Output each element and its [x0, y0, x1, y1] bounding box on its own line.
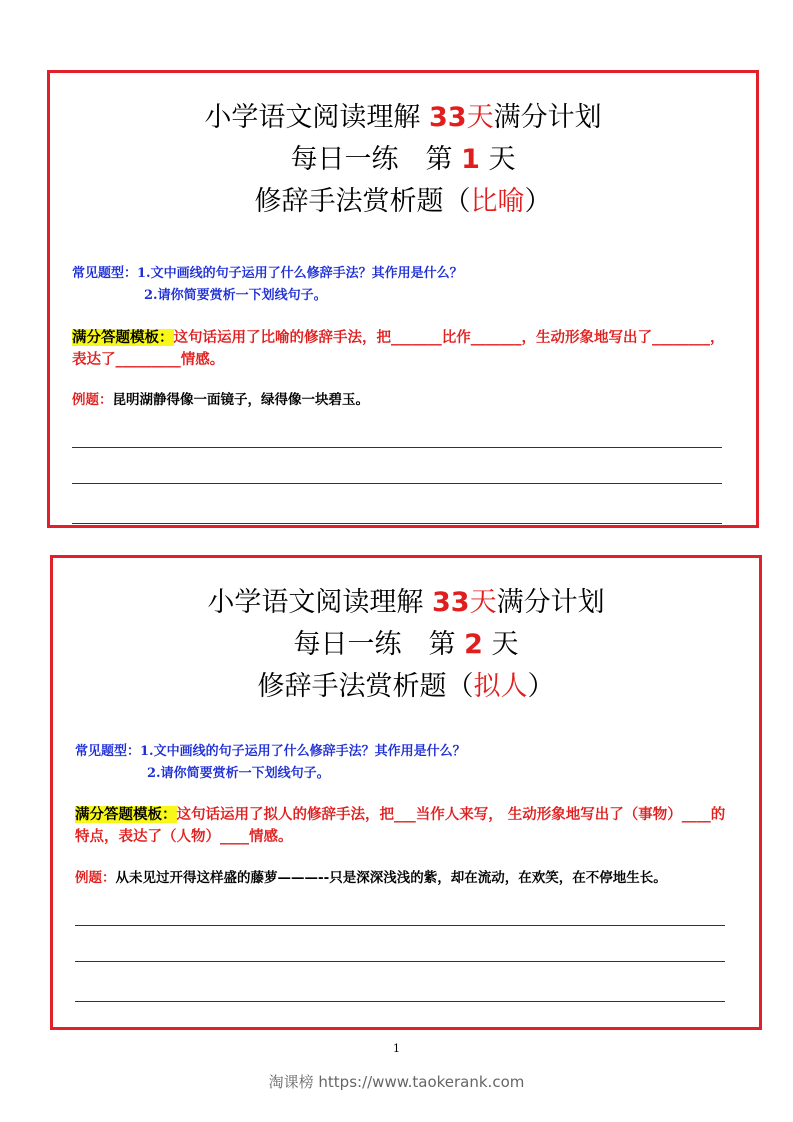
title-days-unit: 天 [469, 587, 497, 618]
question-type-1: 1.文中画线的句子运用了什么修辞手法？其作用是什么？ [140, 744, 466, 759]
answer-template [75, 804, 729, 848]
example-label: 例题： [75, 870, 116, 886]
question-types-label: 常见题型： [72, 266, 138, 281]
topic-label: 修辞手法赏析题（ [257, 671, 474, 702]
answer-template-text: 这句话运用了比喻的修辞手法，把_______比作_______，生动形象地写出了________，表达了_________情感。 [72, 329, 725, 368]
day-number: 1 [461, 144, 480, 175]
answer-template-label: 满分答题模板： [72, 329, 174, 346]
footer-watermark: 淘课榜 https://www.taokerank.com [268, 1073, 525, 1091]
answer-line[interactable] [75, 1001, 725, 1002]
topic-name: 比喻 [470, 186, 525, 217]
card-title-line3 [50, 185, 756, 219]
day-unit: 天 [491, 629, 519, 660]
example [75, 867, 667, 889]
card-title-line1 [50, 101, 756, 135]
topic-close: ） [527, 671, 555, 702]
question-type-2: 2.请你简要赏析一下划线句子。 [147, 766, 330, 781]
answer-line[interactable] [72, 447, 722, 448]
answer-template-text: 这句话运用了拟人的修辞手法，把___当作人来写， 生动形象地写出了（事物）____的特点，表达了（人物）____情感。 [75, 806, 726, 845]
question-types [72, 263, 463, 307]
day-label: 每日一练 第 [293, 629, 456, 660]
question-type-2: 2.请你简要赏析一下划线句子。 [144, 288, 327, 303]
exercise-card-day1 [47, 70, 759, 528]
title-text-end: 满分计划 [496, 587, 605, 618]
answer-line[interactable] [72, 523, 722, 524]
question-type-1: 1.文中画线的句子运用了什么修辞手法？其作用是什么？ [137, 266, 463, 281]
exercise-card-day2 [50, 555, 762, 1030]
answer-line[interactable] [72, 483, 722, 484]
answer-template-label: 满分答题模板： [75, 806, 177, 823]
day-number: 2 [464, 629, 483, 660]
card-title-line2 [50, 143, 756, 177]
card-title-line3 [53, 670, 759, 704]
answer-line[interactable] [75, 961, 725, 962]
day-label: 每日一练 第 [290, 144, 453, 175]
question-types [75, 741, 466, 785]
title-text: 小学语文阅读理解 [204, 102, 421, 133]
card-title-line2 [53, 628, 759, 662]
title-days-number: 33 [429, 102, 467, 133]
example [72, 389, 369, 411]
title-text: 小学语文阅读理解 [207, 587, 424, 618]
topic-name: 拟人 [473, 671, 528, 702]
day-unit: 天 [488, 144, 516, 175]
page-number: 1 [393, 1042, 400, 1055]
example-text: 从未见过开得这样盛的藤萝———--只是深深浅浅的紫，却在流动，在欢笑，在不停地生长。 [115, 870, 667, 886]
example-label: 例题： [72, 392, 113, 408]
title-days-number: 33 [432, 587, 470, 618]
question-types-label: 常见题型： [75, 744, 141, 759]
topic-label: 修辞手法赏析题（ [254, 186, 471, 217]
answer-template [72, 327, 726, 371]
title-days-unit: 天 [466, 102, 494, 133]
card-title-line1 [53, 586, 759, 620]
answer-line[interactable] [75, 925, 725, 926]
topic-close: ） [524, 186, 552, 217]
title-text-end: 满分计划 [493, 102, 602, 133]
example-text: 昆明湖静得像一面镜子，绿得像一块碧玉。 [112, 392, 369, 408]
